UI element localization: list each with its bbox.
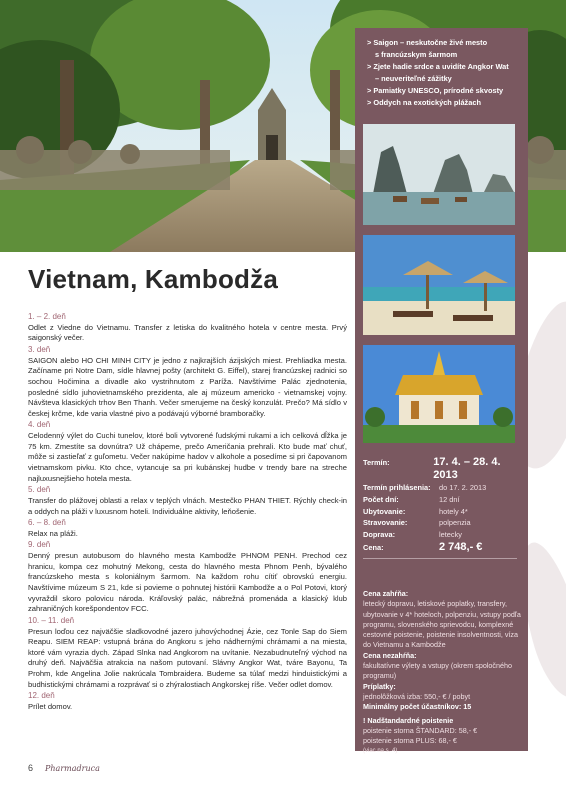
price-details xyxy=(363,589,521,757)
day-label: 9. deň xyxy=(28,540,51,550)
info-key: Doprava: xyxy=(363,530,396,540)
info-value: 2 748,- € xyxy=(439,540,483,553)
day-label: 6. – 8. deň xyxy=(28,518,66,528)
day-label: 3. deň xyxy=(28,344,51,354)
insurance-heading: ! Nadštandardné poistenie xyxy=(363,715,454,725)
info-row-days xyxy=(363,494,521,506)
day-label: 1. – 2. deň xyxy=(28,312,66,321)
info-value: letecky xyxy=(439,530,463,540)
day-text: SAIGON alebo HO CHI MINH CITY je jedno z najkrajších ázijských miest. Prehliadka mesta. Začíname pri Notre Dam, sídle hlavnej pošty (architekt G. Eiffel), starej francúzskej radnici so sochou Hočimina a divadle ako vystrihnutom z Paríža. Navštívime Palác zjednotenia, posledné sídlo juhovietnamského prezidenta, ale aj múzeum americko - vietnamskej vojny. Návšteva klasických trhov Ben Thanh. Večer smerujeme na český konzulát. Prečo? Má sídlo v českej krčme, kde varia vlastné pivo a podávajú výborné bramboračky. xyxy=(28,355,347,418)
highlight-item: – neuveriteľné zážitky xyxy=(375,74,452,84)
highlight-item: > Oddych na exotických plážach xyxy=(367,98,481,108)
day-label: 5. deň xyxy=(28,485,51,495)
day-label: 4. deň xyxy=(28,420,51,430)
info-key: Termín: xyxy=(363,458,390,467)
price-excludes-text: fakultatívne výlety a vstupy (okrem spoločného programu) xyxy=(363,661,513,681)
info-row-registration xyxy=(363,482,521,494)
info-key: Cena: xyxy=(363,542,384,552)
brand-logo: Pharmadruca xyxy=(45,764,100,773)
day-text: Denný presun autobusom do hlavného mesta Kambodže PHNOM PENH. Prechod cez hranicu, kompa cez mohutný Mekong, cesta do hlavného mesta Phnom Penh, bývalého francúzskeho mesta s koloniálnym šarmom. Na každom rohu cítiť obrovskú energiu. Navštívime múzeum S 21, kde si povieme o pohnutej histórii Kambodže a o Pol Potovi, ktorý vyvraždil skoro polovicu národa. Kráľovský palác, nábrežná promenáda a klasický klub zahraničných korešpondentov FCC. xyxy=(28,551,347,614)
info-row-accommodation xyxy=(363,506,521,518)
day-text: Presun loďou cez najväčšie sladkovodné jazero juhovýchodnej Ázie, cez Tonle Sap do Siem Reapu. SIEM REAP: vstupná brána do Angkoru s jeho nádhernými chrámami a na miesta, ktoré vám vyrazia dych. Západ Slnka nad Angkorom na uvítanie. Nezabudnuteľný východ na druhý deň. Najväčšia atrakcia na našom putovaní. Slávny Angkor Wat, tváre Bayonu, Ta Prohm, kde Angelina Jolie nakrúcala Tombraidera. Budeme sa túlať medzi hinduistickými a budhistickými chrámami a rozprávať si o zhýralostiach Angkorskej ríše. Večer odlet domov. xyxy=(28,626,347,689)
info-key: Termín prihlásenia: xyxy=(363,483,431,492)
insurance-note: (viac na s. 4) xyxy=(363,748,398,755)
price-includes-text: letecký dopravu, letiskové poplatky, transfery, ubytovanie v 4* hoteloch, polpenziu, vstupy podľa programu, slovenského sprievodcu, komplexné cestovné poistenie, poistenie insolventnosti, víza do Vietnamu a Kambodže xyxy=(363,599,521,650)
highlight-item: s francúzskym šarmom xyxy=(375,50,458,60)
info-row-board xyxy=(363,517,521,529)
price-includes-heading: Cena zahŕňa: xyxy=(363,589,409,598)
trip-details xyxy=(363,456,521,562)
info-row-price xyxy=(363,541,521,555)
trip-info-panel xyxy=(355,28,528,755)
insurance-plus: poistenie storna PLUS: 68,- € xyxy=(363,736,457,746)
day-label: 12. deň xyxy=(28,691,55,701)
info-value: 12 dní xyxy=(439,494,460,504)
info-key: Stravovanie: xyxy=(363,518,408,528)
info-row-transport xyxy=(363,529,521,541)
min-participants: Minimálny počet účastníkov: 15 xyxy=(363,702,472,712)
page-footer xyxy=(28,763,100,773)
day-text: Prílet domov. xyxy=(28,702,73,711)
day-text: Transfer do plážovej oblasti a relax v teplých vlnách. Mestečko PHAN THIET. Rýchly check-in a oddych na pláži v luxusnom hoteli. Individuálne aktivity, leňošenie. xyxy=(28,495,347,516)
itinerary xyxy=(28,311,347,713)
info-row-term xyxy=(363,456,521,482)
day-text: Odlet z Viedne do Vietnamu. Transfer z letiska do kvalitného hotela v centre mesta. Prvý saigonský večer. xyxy=(28,322,347,343)
info-key: Ubytovanie: xyxy=(363,506,406,516)
page-title: Vietnam, Kambodža xyxy=(28,264,278,294)
day-label: 10. – 11. deň xyxy=(28,615,75,625)
photo-halong-bay xyxy=(363,124,515,225)
day-text: Celodenný výlet do Cuchi tunelov, ktoré boli vytvorené ľudskými rukami a ich celková dĺžka je 75 km. Zmestíte sa dovnútra? Už chápeme, prečo Američania prehrali. Kto bude mať chuť, môže si zastieľať z guľometu. Večer nakúpime hadov v alkohole a posedíme si pri čapovanom vietnamskom pivku. Kto chce, vytancuje sa pri kubánskej hudbe v trendy bare na streche najluxusnejšieho hotela mesta. xyxy=(28,431,347,483)
price-excludes-heading: Cena nezahŕňa: xyxy=(363,650,417,660)
info-value: 17. 4. – 28. 4. 2013 xyxy=(433,456,501,481)
photo-beach xyxy=(363,235,515,335)
highlight-item: > Saigon – neskutočne živé mesto xyxy=(367,38,488,47)
info-value: do 17. 2. 2013 xyxy=(439,483,487,492)
highlight-item: > Zjete hadie srdce a uvidíte Angkor Wat xyxy=(367,62,509,72)
info-value: hotely 4* xyxy=(439,506,468,516)
info-value: polpenzia xyxy=(439,518,471,528)
supplements-heading: Príplatky: xyxy=(363,681,396,691)
highlight-item: > Pamiatky UNESCO, prírodné skvosty xyxy=(367,86,504,96)
photo-royal-palace xyxy=(363,345,515,443)
divider xyxy=(363,558,517,559)
info-key: Počet dní: xyxy=(363,494,399,504)
highlights-list xyxy=(355,28,528,110)
day-text: Relax na pláži. xyxy=(28,528,78,538)
supplements-text: jednolôžková izba: 550,- € / pobyt xyxy=(363,691,471,701)
page-number: 6 xyxy=(28,763,34,773)
insurance-standard: poistenie storna ŠTANDARD: 58,- € xyxy=(363,725,478,735)
